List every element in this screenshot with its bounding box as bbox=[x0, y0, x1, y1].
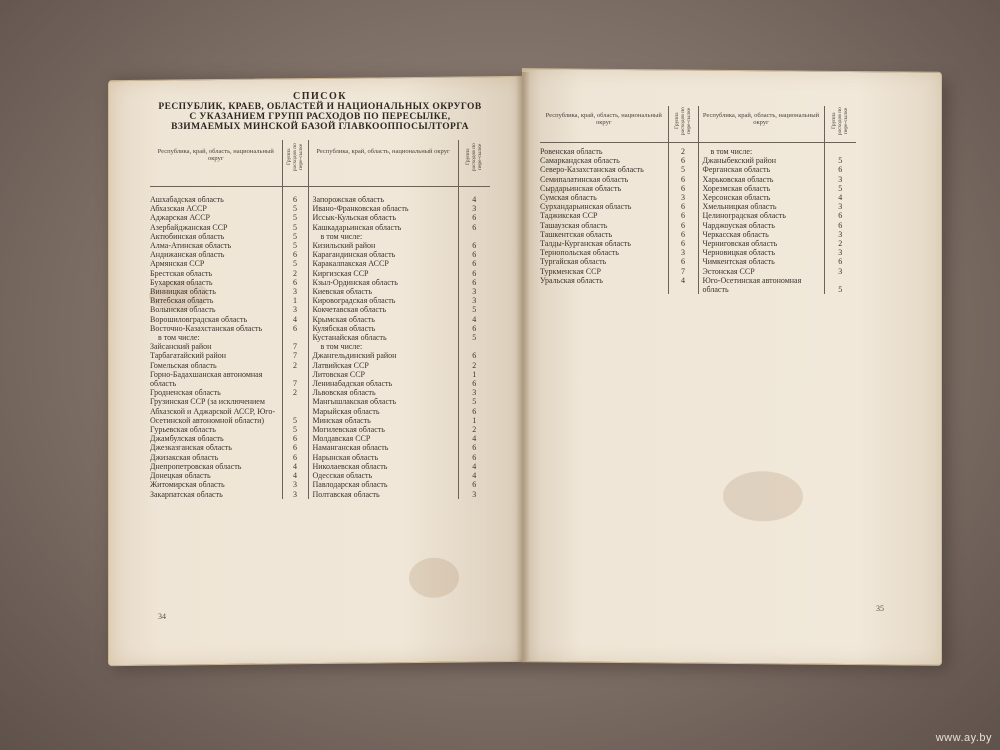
title-line: С УКАЗАНИЕМ ГРУПП РАСХОДОВ ПО ПЕРЕСЫЛКЕ, bbox=[189, 112, 451, 122]
list-item-group: 5 bbox=[293, 241, 297, 251]
list-item-name: Житомирская область bbox=[150, 480, 225, 490]
list-item-name: Иссык-Кульская область bbox=[312, 213, 396, 223]
list-item-name: Целиноградская область bbox=[702, 211, 786, 221]
list-item-name: Киргизская ССР bbox=[312, 268, 369, 278]
list-item-name: Аджарская АССР bbox=[150, 213, 210, 223]
list-item-group: 3 bbox=[293, 305, 297, 315]
list-item-name: Каракалпакская АССР bbox=[312, 259, 389, 269]
header-group-cell bbox=[668, 106, 698, 143]
list-item-group: 5 bbox=[293, 259, 297, 269]
list-item-group: 5 bbox=[838, 183, 843, 193]
list-item-name: Карагандинская область bbox=[312, 250, 396, 260]
list-item-name: Ворошиловградская область bbox=[150, 314, 248, 324]
list-item-group: 6 bbox=[472, 277, 477, 287]
list-item-name: Ташаузская область bbox=[540, 220, 608, 230]
list-item-name: Чимкентская область bbox=[702, 257, 775, 267]
list-item-name: Гомельская область bbox=[150, 360, 217, 370]
list-item-name: Талды-Курганская область bbox=[540, 239, 631, 249]
list-item-group: 3 bbox=[472, 388, 477, 398]
list-item-group: 6 bbox=[472, 213, 477, 223]
list-item-group: 5 bbox=[293, 222, 297, 232]
list-item-name: Джезказганская область bbox=[150, 443, 232, 453]
list-item-name: Эстонская ССР bbox=[702, 266, 755, 276]
header-group: Группа расходов по пере-сылке bbox=[674, 107, 692, 135]
list-item-group: 6 bbox=[293, 434, 297, 444]
list-item-name: Джангельдинский район bbox=[312, 351, 397, 361]
list-item-name: Молдавская ССР bbox=[312, 434, 371, 444]
list-item-name: Кизильский район bbox=[312, 241, 376, 251]
list-item-group: 4 bbox=[838, 193, 843, 203]
table-header bbox=[150, 140, 490, 187]
list-item-name: Джаныбекский район bbox=[702, 156, 777, 166]
list-item-group: 6 bbox=[838, 257, 843, 267]
list-item-group: 6 bbox=[681, 211, 685, 221]
header-name: Республика, край, область, национальный округ bbox=[540, 106, 668, 143]
list-item-name: Запорожская область bbox=[312, 195, 385, 204]
list-item-group: 7 bbox=[293, 342, 297, 352]
list-item-group: 2 bbox=[293, 360, 297, 370]
list-item-name: Черниговская область bbox=[702, 239, 778, 249]
list-item-name: Черкасская область bbox=[702, 229, 769, 239]
list-item-group: 5 bbox=[472, 305, 477, 315]
list-item-name: Тернопольская область bbox=[540, 248, 619, 258]
list-item-name: в том числе: bbox=[158, 333, 200, 343]
watermark: www.ay.by bbox=[935, 732, 992, 744]
list-item-group: 2 bbox=[472, 425, 477, 435]
list-item-group: 6 bbox=[681, 239, 685, 249]
right-page-table bbox=[540, 106, 856, 294]
right-col1-groups bbox=[668, 143, 698, 295]
list-item-name: Могилевская область bbox=[312, 425, 385, 435]
list-item-group bbox=[459, 232, 491, 241]
list-item-name: Актюбинская область bbox=[150, 231, 225, 241]
list-item-group: 3 bbox=[681, 193, 685, 203]
list-item-name: Павлодарская область bbox=[312, 480, 388, 490]
list-item-group: 5 bbox=[293, 415, 297, 425]
header-group: Группа расходов по пере-сылке bbox=[465, 143, 484, 171]
header-name: Республика, край, область, национальный округ bbox=[308, 140, 458, 187]
list-item-name: Гродненская область bbox=[150, 388, 221, 398]
list-item-name: Винницкая область bbox=[150, 287, 216, 297]
list-item-group: 4 bbox=[293, 461, 297, 471]
list-item-group: 6 bbox=[472, 379, 477, 389]
list-item-name: Волынская область bbox=[150, 305, 216, 315]
list-item-name: Сумская область bbox=[540, 193, 597, 203]
list-item-group: 6 bbox=[681, 202, 685, 212]
list-item-group: 6 bbox=[472, 241, 477, 251]
list-item-group: 3 bbox=[472, 287, 477, 297]
list-item-group: 3 bbox=[472, 489, 477, 499]
list-item-group: 1 bbox=[472, 415, 477, 425]
list-item-name: Семипалатинская область bbox=[540, 174, 629, 184]
list-item-name: Кашкадарьинская область bbox=[312, 222, 402, 232]
list-item-name: Андижанская область bbox=[150, 250, 225, 260]
list-item-group: 5 bbox=[838, 285, 843, 295]
list-item-group: 6 bbox=[472, 406, 477, 416]
list-item-name: Армянская ССР bbox=[150, 259, 205, 269]
list-item-name: Абхазская АССР bbox=[150, 204, 207, 214]
list-item-group: 6 bbox=[293, 452, 297, 462]
list-item-group: 7 bbox=[681, 266, 685, 276]
list-item-name: Гурьевская область bbox=[150, 425, 216, 435]
list-item-group: 3 bbox=[293, 287, 297, 297]
list-item-group: 3 bbox=[838, 229, 843, 239]
list-item-group: 6 bbox=[293, 195, 297, 204]
right-col2-names bbox=[698, 143, 824, 295]
header-group: Группа расходов по пере-сылке bbox=[831, 107, 850, 135]
list-item-name: Минская область bbox=[312, 415, 371, 425]
list-item-name: Джизакская область bbox=[150, 452, 219, 462]
list-item-name: Витебская область bbox=[150, 296, 214, 306]
header-name: Республика, край, область, национальный округ bbox=[698, 106, 824, 143]
list-item-name: в том числе: bbox=[710, 147, 753, 156]
list-item-group: 2 bbox=[293, 388, 297, 398]
list-item-name: Херсонская область bbox=[702, 193, 771, 203]
list-item-name: Ленинабадская область bbox=[312, 379, 393, 389]
list-item-name: Горно-Бадахшанская автономная область bbox=[150, 369, 263, 389]
list-item-name: Харьковская область bbox=[702, 174, 774, 184]
list-item-name: Днепропетровская область bbox=[150, 461, 242, 471]
list-item-group: 2 bbox=[293, 268, 297, 278]
list-item-group: 6 bbox=[472, 452, 477, 462]
list-item-group: 6 bbox=[472, 250, 477, 260]
list-item-group bbox=[825, 147, 857, 156]
list-item-group: 6 bbox=[293, 443, 297, 453]
list-item-name: Черновицкая область bbox=[702, 248, 775, 258]
list-item-group: 5 bbox=[293, 204, 297, 214]
list-item-group bbox=[283, 333, 308, 342]
title-line: ВЗИМАЕМЫХ МИНСКОЙ БАЗОЙ ГЛАВКООППОСЫЛТОРГА bbox=[171, 122, 469, 132]
list-item-group: 6 bbox=[838, 220, 843, 230]
list-item-group: 4 bbox=[681, 275, 685, 285]
list-item-name: Грузинская ССР (за исключением Абхазской и Аджарской АССР, Юго-Осетинской автономной области) bbox=[150, 397, 276, 425]
list-item-group: 7 bbox=[293, 379, 297, 389]
list-item-name: Мангышлакская область bbox=[312, 397, 397, 407]
list-item-group: 3 bbox=[838, 248, 843, 258]
list-item-name: Хмельницкая область bbox=[702, 202, 777, 212]
list-item-group: 5 bbox=[293, 213, 297, 223]
list-item-group: 6 bbox=[681, 229, 685, 239]
list-item-name: Наманганская область bbox=[312, 443, 389, 453]
list-item-name: Полтавская область bbox=[312, 489, 380, 499]
list-item-name: Ивано-Франковская область bbox=[312, 204, 409, 214]
list-item-group: 4 bbox=[293, 471, 297, 481]
list-item-group: 4 bbox=[472, 195, 477, 204]
list-item-name: Кулябская область bbox=[312, 323, 376, 333]
list-item-name: Закарпатская область bbox=[150, 489, 223, 499]
list-item-group: 6 bbox=[293, 250, 297, 260]
list-item-name: Литовская ССР bbox=[312, 369, 365, 379]
list-item-group: 2 bbox=[838, 239, 843, 249]
list-item-group: 6 bbox=[472, 351, 477, 361]
list-item-group: 1 bbox=[472, 369, 477, 379]
list-item-name: Киевская область bbox=[312, 287, 373, 297]
list-item-name: Крымская область bbox=[312, 314, 375, 324]
list-item-name: Самаркандская область bbox=[540, 156, 620, 166]
list-item-name: Ташкентская область bbox=[540, 229, 613, 239]
list-item-group: 6 bbox=[681, 156, 685, 166]
list-item-group: 5 bbox=[293, 231, 297, 241]
list-item-group: 3 bbox=[293, 480, 297, 490]
list-item-name: Сырдарьинская область bbox=[540, 183, 622, 193]
list-item-group: 6 bbox=[681, 257, 685, 267]
list-item-name: Нарынская область bbox=[312, 452, 379, 462]
list-item-group: 6 bbox=[681, 220, 685, 230]
list-item-name: Тургайская область bbox=[540, 257, 607, 267]
list-item-group: 6 bbox=[293, 277, 297, 287]
list-item-name: Алма-Атинская область bbox=[150, 241, 232, 251]
list-item-group: 6 bbox=[472, 323, 477, 333]
list-item-name: Брестская область bbox=[150, 268, 213, 278]
list-item-name: Ровенская область bbox=[540, 147, 603, 156]
left-col1-names bbox=[150, 187, 282, 499]
list-item-group: 3 bbox=[472, 296, 477, 306]
header-name: Республика, край, область, национальный округ bbox=[150, 140, 282, 187]
left-page-table bbox=[150, 140, 490, 499]
left-col2-groups bbox=[458, 187, 490, 499]
list-item-group: 5 bbox=[472, 333, 477, 343]
book-spine bbox=[516, 72, 530, 664]
list-item-name: Джамбулская область bbox=[150, 434, 224, 444]
list-item-group: 6 bbox=[681, 174, 685, 184]
list-item-group: 6 bbox=[838, 211, 843, 221]
list-item-group: 1 bbox=[293, 296, 297, 306]
list-item-name: Зайсанский район bbox=[150, 342, 212, 352]
right-col1-names bbox=[540, 143, 668, 295]
list-item-group: 7 bbox=[293, 351, 297, 361]
table-header bbox=[540, 106, 856, 143]
list-item-group: 3 bbox=[293, 489, 297, 499]
list-item-name: Тарбагатайский район bbox=[150, 351, 227, 361]
header-group-cell bbox=[458, 140, 490, 187]
list-item-group: 5 bbox=[472, 397, 477, 407]
list-item-group: 6 bbox=[472, 268, 477, 278]
table-body bbox=[540, 143, 856, 295]
list-item-name: Чарджоуская область bbox=[702, 220, 775, 230]
list-item-group: 3 bbox=[838, 174, 843, 184]
stain bbox=[409, 558, 459, 599]
document-title bbox=[150, 92, 490, 132]
list-item-name: Марыйская область bbox=[312, 406, 380, 416]
list-item-name: Юго-Осетинская автономная область bbox=[702, 275, 802, 295]
list-item-name: в том числе: bbox=[320, 231, 363, 241]
list-item-group: 4 bbox=[472, 471, 477, 481]
left-col1-groups bbox=[282, 187, 308, 499]
list-item-name: Донецкая область bbox=[150, 471, 211, 481]
list-item-name: Кокчетавская область bbox=[312, 305, 387, 315]
list-item-name: Николаевская область bbox=[312, 461, 388, 471]
list-item-group: 3 bbox=[838, 202, 843, 212]
list-item-group: 4 bbox=[472, 434, 477, 444]
list-item-name: Латвийская ССР bbox=[312, 360, 369, 370]
right-page-number: 35 bbox=[876, 604, 884, 613]
right-col2-groups bbox=[824, 143, 856, 295]
list-item-name: Азербайджанская ССР bbox=[150, 222, 228, 232]
header-group-cell bbox=[282, 140, 308, 187]
left-col2-names bbox=[308, 187, 458, 499]
list-item-group: 4 bbox=[472, 461, 477, 471]
list-item-group: 2 bbox=[681, 147, 685, 156]
list-item-name: Восточно-Казахстанская область bbox=[150, 323, 263, 333]
list-item-name: Ашхабадская область bbox=[150, 195, 224, 204]
list-item-group: 2 bbox=[472, 360, 477, 370]
list-item-group: 6 bbox=[293, 323, 297, 333]
list-item-name: Северо-Казахстанская область bbox=[540, 165, 644, 175]
header-group: Группа расходов по пере-сылке bbox=[286, 143, 304, 171]
list-item-name: Туркменская ССР bbox=[540, 266, 601, 276]
list-item-group: 4 bbox=[293, 314, 297, 324]
list-item-name: Уральская область bbox=[540, 275, 603, 285]
list-item-group: 6 bbox=[472, 480, 477, 490]
title-line: СПИСОК bbox=[292, 91, 348, 102]
list-item-group: 4 bbox=[472, 314, 477, 324]
stain bbox=[723, 471, 803, 522]
list-item-name: Кзыл-Ординская область bbox=[312, 277, 398, 287]
list-item-name: Бухарская область bbox=[150, 277, 213, 287]
list-item-name: Таджикская ССР bbox=[540, 211, 598, 221]
list-item-group: 5 bbox=[838, 156, 843, 166]
list-item-name: Кировоградская область bbox=[312, 296, 396, 306]
list-item-name: Львовская область bbox=[312, 388, 376, 398]
header-group-cell bbox=[824, 106, 856, 143]
left-page-number: 34 bbox=[158, 612, 166, 621]
list-item-group: 5 bbox=[293, 425, 297, 435]
list-item-group: 6 bbox=[681, 183, 685, 193]
list-item-group: 5 bbox=[681, 165, 685, 175]
list-item-group: 6 bbox=[472, 222, 477, 232]
title-line: РЕСПУБЛИК, КРАЕВ, ОБЛАСТЕЙ И НАЦИОНАЛЬНЫХ ОКРУГОВ bbox=[158, 102, 482, 112]
list-item-name: Сурхандарьинская область bbox=[540, 202, 632, 212]
table-body bbox=[150, 187, 490, 499]
list-item-name: Кустанайская область bbox=[312, 333, 387, 343]
list-item-name: в том числе: bbox=[320, 342, 363, 352]
list-item-group bbox=[459, 342, 491, 351]
list-item-name: Ферганская область bbox=[702, 165, 771, 175]
list-item-group: 3 bbox=[472, 204, 477, 214]
list-item-name: Одесская область bbox=[312, 471, 373, 481]
list-item-group: 6 bbox=[838, 165, 843, 175]
list-item-group: 6 bbox=[472, 259, 477, 269]
list-item-group: 3 bbox=[681, 248, 685, 258]
list-item-group: 3 bbox=[838, 266, 843, 276]
list-item-group: 6 bbox=[472, 443, 477, 453]
list-item-name: Хорезмская область bbox=[702, 183, 771, 193]
